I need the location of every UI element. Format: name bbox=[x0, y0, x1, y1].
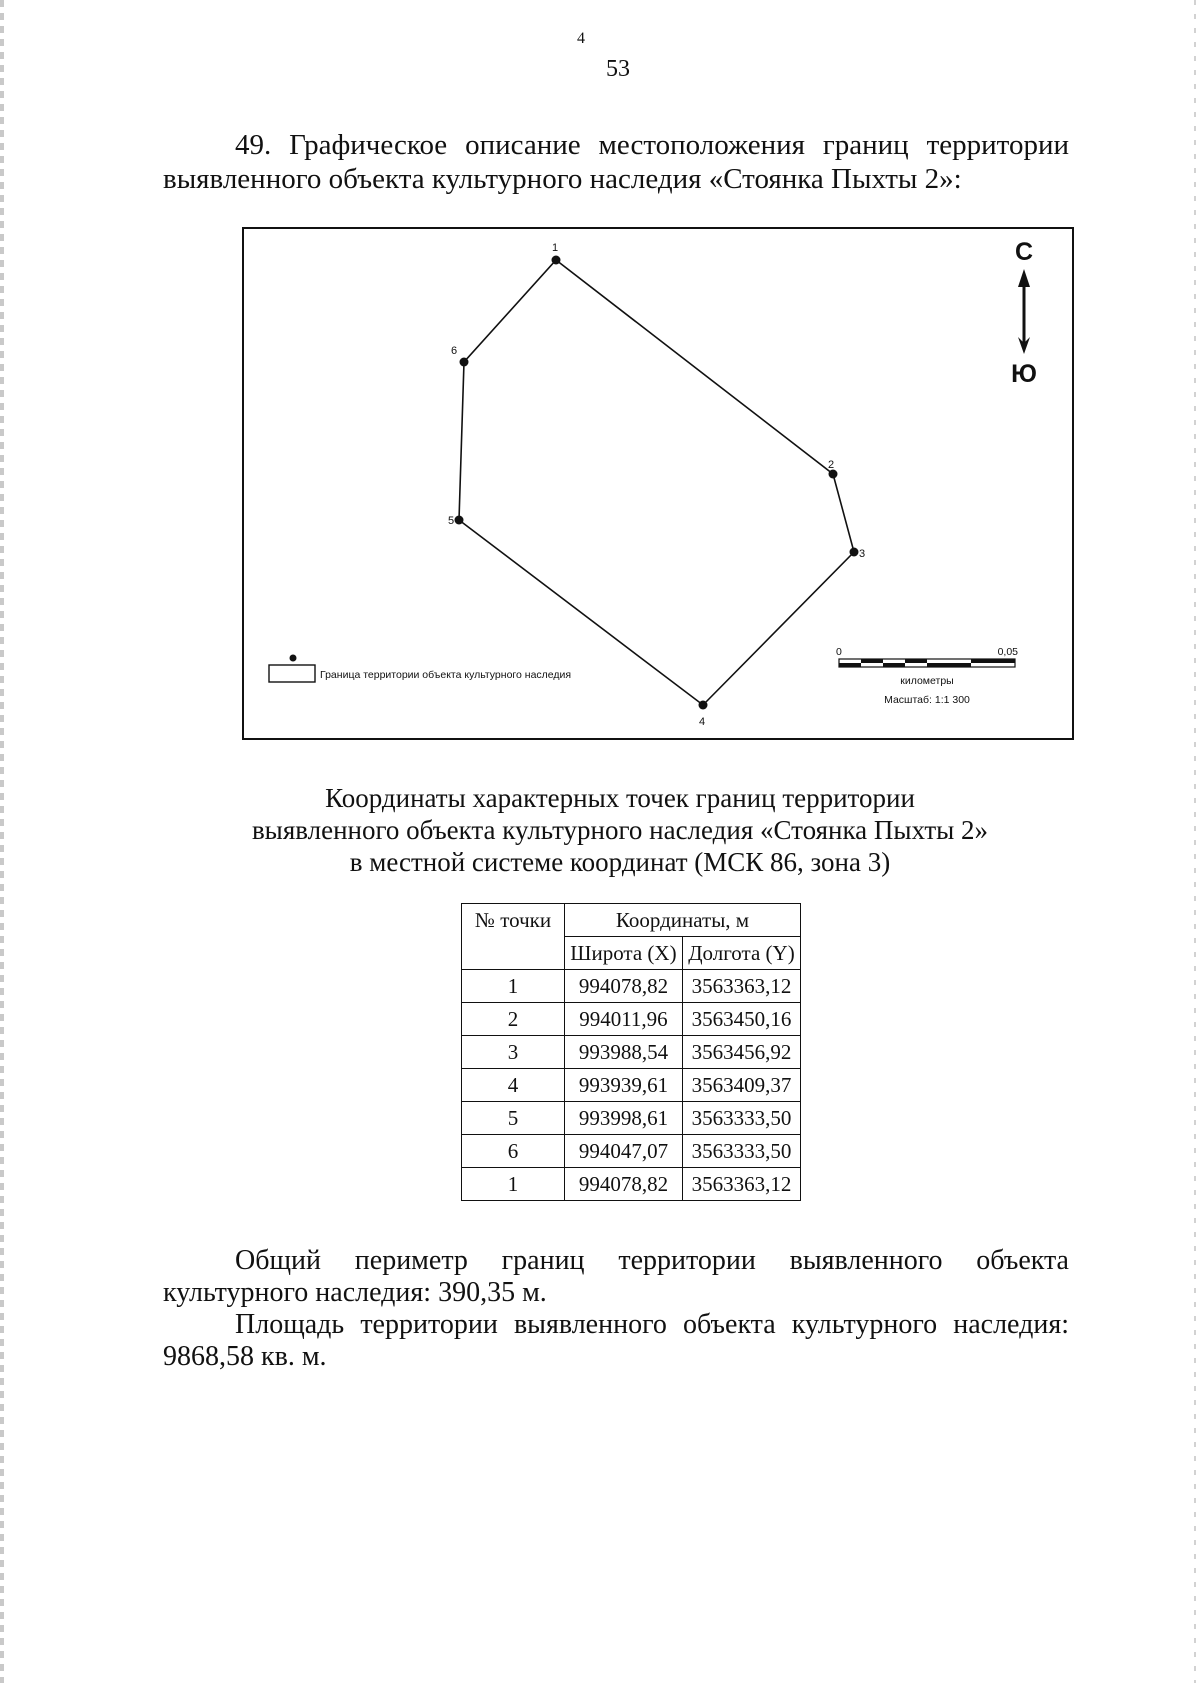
table-row bbox=[462, 1168, 801, 1201]
cell-x: 993998,61 bbox=[565, 1102, 683, 1135]
section-heading: 49. Графическое описание местоположения границ территории выявленного объекта культурного наследия «Стоянка Пыхты 2»: bbox=[163, 129, 1069, 195]
header-coordinates: Координаты, м bbox=[565, 904, 801, 937]
area-paragraph bbox=[163, 1309, 1069, 1373]
cell-point-number: 6 bbox=[462, 1135, 565, 1168]
area-label: Площадь территории выявленного объекта культурного наследия: bbox=[235, 1309, 1069, 1340]
header-longitude-y: Долгота (Y) bbox=[682, 937, 800, 970]
perimeter-value: 390,35 м. bbox=[438, 1277, 547, 1308]
coordinates-title-line-3: в местной системе координат (МСК 86, зона 3) bbox=[349, 847, 891, 877]
cell-x: 993988,54 bbox=[565, 1036, 683, 1069]
point-3-label: 3 bbox=[859, 548, 866, 560]
cell-point-number: 3 bbox=[462, 1036, 565, 1069]
point-1-marker bbox=[552, 256, 561, 265]
page-mark: 4 bbox=[577, 30, 585, 47]
area-value: 9868,58 кв. м. bbox=[163, 1341, 327, 1372]
point-5-label: 5 bbox=[448, 515, 455, 527]
table-row bbox=[462, 1102, 801, 1135]
cell-x: 993939,61 bbox=[565, 1069, 683, 1102]
table-row bbox=[462, 1036, 801, 1069]
point-6-label: 6 bbox=[451, 345, 458, 357]
page-number: 53 bbox=[606, 56, 630, 82]
cell-point-number: 4 bbox=[462, 1069, 565, 1102]
perimeter-paragraph bbox=[163, 1245, 1069, 1309]
boundary-map bbox=[242, 227, 1074, 740]
legend-label: Граница территории объекта культурного наследия bbox=[320, 669, 572, 681]
cell-y: 3563333,50 bbox=[682, 1135, 800, 1168]
perimeter-label: Общий периметр границ территории выявленного объекта культурного наследия: bbox=[163, 1245, 1069, 1308]
scale-start: 0 bbox=[836, 646, 842, 658]
header-point-number: № точки bbox=[462, 904, 565, 970]
coordinates-title bbox=[170, 782, 1070, 878]
scan-edge-right bbox=[1194, 0, 1196, 1683]
legend-boundary-icon bbox=[269, 665, 315, 682]
point-2-label: 2 bbox=[828, 459, 835, 471]
legend-point-icon bbox=[290, 655, 297, 662]
cell-point-number: 1 bbox=[462, 1168, 565, 1201]
point-1-label: 1 bbox=[552, 242, 559, 254]
point-4-label: 4 bbox=[699, 716, 706, 728]
cell-x: 994011,96 bbox=[565, 1003, 683, 1036]
cell-y: 3563409,37 bbox=[682, 1069, 800, 1102]
cell-point-number: 2 bbox=[462, 1003, 565, 1036]
cell-point-number: 5 bbox=[462, 1102, 565, 1135]
coordinates-title-line-1: Координаты характерных точек границ территории bbox=[325, 783, 915, 813]
coordinates-title-line-2: выявленного объекта культурного наследия «Стоянка Пыхты 2» bbox=[251, 815, 989, 845]
north-label: С bbox=[1014, 238, 1034, 266]
cell-y: 3563450,16 bbox=[682, 1003, 800, 1036]
table-row bbox=[462, 1135, 801, 1168]
cell-y: 3563333,50 bbox=[682, 1102, 800, 1135]
scan-edge-left bbox=[0, 0, 4, 1683]
cell-x: 994078,82 bbox=[565, 1168, 683, 1201]
scale-end: 0,05 bbox=[997, 646, 1018, 658]
cell-point-number: 1 bbox=[462, 970, 565, 1003]
cell-y: 3563456,92 bbox=[682, 1036, 800, 1069]
table-row bbox=[462, 970, 801, 1003]
cell-x: 994078,82 bbox=[565, 970, 683, 1003]
south-label: Ю bbox=[1011, 360, 1037, 388]
point-4-marker bbox=[699, 701, 708, 710]
point-3-marker bbox=[850, 548, 859, 557]
point-6-marker bbox=[460, 358, 469, 367]
point-5-marker bbox=[455, 516, 464, 525]
table-row bbox=[462, 1069, 801, 1102]
header-latitude-x: Широта (X) bbox=[565, 937, 683, 970]
cell-y: 3563363,12 bbox=[682, 970, 800, 1003]
cell-x: 994047,07 bbox=[565, 1135, 683, 1168]
table-row bbox=[462, 1003, 801, 1036]
coordinates-table bbox=[461, 903, 801, 1201]
scale-caption: Масштаб: 1:1 300 bbox=[884, 694, 970, 706]
scale-unit: километры bbox=[900, 675, 954, 687]
cell-y: 3563363,12 bbox=[682, 1168, 800, 1201]
